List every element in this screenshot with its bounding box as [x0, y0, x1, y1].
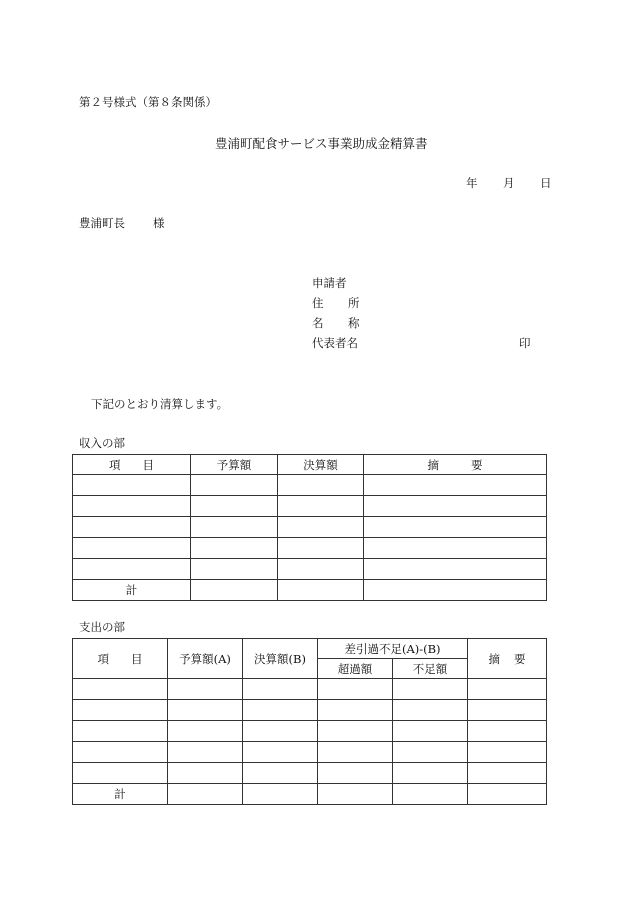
- income-total-remarks: [364, 580, 547, 601]
- income-table: [72, 454, 547, 601]
- expense-cell-budget: [168, 763, 243, 784]
- date-month-label: 月: [503, 176, 515, 190]
- expense-cell-excess: [318, 763, 393, 784]
- expense-cell-shortfall: [393, 700, 468, 721]
- income-table-row: [73, 517, 547, 538]
- income-cell-item: [73, 559, 191, 580]
- expense-cell-excess: [318, 700, 393, 721]
- income-header-remarks-part1: 摘: [427, 457, 439, 472]
- form-number: 第２号様式（第８条関係）: [79, 95, 217, 109]
- income-cell-remarks: [364, 517, 547, 538]
- expense-header-remarks-part2: 要: [514, 651, 526, 666]
- representative-label: 代表者名: [312, 336, 358, 350]
- expense-cell-shortfall: [393, 721, 468, 742]
- seal-mark: 印: [519, 336, 531, 350]
- expense-table: [72, 638, 547, 805]
- income-header-row: [73, 455, 547, 475]
- income-cell-settlement: [278, 538, 364, 559]
- expense-header-remarks: [468, 639, 547, 679]
- income-table-row: [73, 559, 547, 580]
- expense-cell-remarks: [468, 763, 547, 784]
- expense-cell-remarks: [468, 721, 547, 742]
- statement-text: 下記のとおり清算します。: [91, 397, 229, 411]
- income-cell-item: [73, 517, 191, 538]
- income-cell-settlement: [278, 517, 364, 538]
- expense-total-settlement: [243, 784, 318, 805]
- expense-cell-remarks: [468, 700, 547, 721]
- income-header-item-part1: 項: [109, 457, 121, 472]
- income-table-row: [73, 475, 547, 496]
- income-cell-settlement: [278, 496, 364, 517]
- income-cell-remarks: [364, 538, 547, 559]
- document-title: 豊浦町配食サービス事業助成金精算書: [215, 136, 428, 151]
- expense-cell-item: [73, 721, 168, 742]
- address-label-second: 所: [348, 296, 360, 310]
- addressee-honorific: 様: [153, 216, 165, 230]
- income-header-item: [73, 455, 191, 475]
- expense-cell-budget: [168, 679, 243, 700]
- expense-cell-budget: [168, 721, 243, 742]
- expense-cell-budget: [168, 700, 243, 721]
- date-day-label: 日: [540, 176, 552, 190]
- income-header-budget: 予算額: [191, 455, 278, 475]
- expense-table-row: [73, 721, 547, 742]
- income-cell-item: [73, 496, 191, 517]
- expense-cell-item: [73, 700, 168, 721]
- name-label-second: 称: [348, 316, 360, 330]
- income-header-remarks: [364, 455, 547, 475]
- income-cell-budget: [191, 517, 278, 538]
- expense-header-difference: 差引過不足(A)-(B): [318, 639, 468, 659]
- expense-cell-budget: [168, 742, 243, 763]
- income-total-budget: [191, 580, 278, 601]
- expense-total-row: [73, 784, 547, 805]
- expense-cell-settlement: [243, 742, 318, 763]
- expense-total-excess: [318, 784, 393, 805]
- income-total-row: [73, 580, 547, 601]
- income-cell-remarks: [364, 559, 547, 580]
- expense-cell-remarks: [468, 742, 547, 763]
- income-table-row: [73, 538, 547, 559]
- expense-cell-item: [73, 742, 168, 763]
- expense-cell-excess: [318, 721, 393, 742]
- income-total-settlement: [278, 580, 364, 601]
- expense-total-shortfall: [393, 784, 468, 805]
- expense-header-settlement: 決算額(B): [243, 639, 318, 679]
- expense-header-shortfall: 不足額: [393, 659, 468, 679]
- income-header-remarks-part2: 要: [471, 457, 483, 472]
- expense-table-row: [73, 700, 547, 721]
- expense-cell-remarks: [468, 679, 547, 700]
- address-label-first: 住: [312, 296, 324, 310]
- income-header-item-part2: 目: [142, 457, 154, 472]
- expense-header-item-part2: 目: [131, 651, 143, 666]
- expense-table-row: [73, 679, 547, 700]
- income-cell-remarks: [364, 475, 547, 496]
- expense-cell-settlement: [243, 721, 318, 742]
- expense-cell-shortfall: [393, 763, 468, 784]
- income-cell-budget: [191, 475, 278, 496]
- income-cell-settlement: [278, 559, 364, 580]
- expense-cell-excess: [318, 742, 393, 763]
- expense-cell-shortfall: [393, 679, 468, 700]
- expense-cell-excess: [318, 679, 393, 700]
- income-cell-budget: [191, 496, 278, 517]
- expense-header-budget: 予算額(A): [168, 639, 243, 679]
- expense-total-remarks: [468, 784, 547, 805]
- expense-section-title: 支出の部: [79, 620, 125, 634]
- income-cell-remarks: [364, 496, 547, 517]
- expense-cell-settlement: [243, 700, 318, 721]
- expense-cell-item: [73, 763, 168, 784]
- expense-total-label: 計: [73, 784, 168, 805]
- income-cell-budget: [191, 559, 278, 580]
- income-table-row: [73, 496, 547, 517]
- expense-table-row: [73, 763, 547, 784]
- expense-header-item: [73, 639, 168, 679]
- expense-header-row: [73, 639, 547, 659]
- expense-cell-settlement: [243, 679, 318, 700]
- expense-table-row: [73, 742, 547, 763]
- expense-header-excess: 超過額: [318, 659, 393, 679]
- expense-header-item-part1: 項: [97, 651, 109, 666]
- name-label-first: 名: [312, 316, 324, 330]
- income-cell-item: [73, 538, 191, 559]
- applicant-heading: 申請者: [312, 276, 347, 290]
- expense-cell-shortfall: [393, 742, 468, 763]
- income-header-settlement: 決算額: [278, 455, 364, 475]
- income-total-label: 計: [73, 580, 191, 601]
- income-cell-settlement: [278, 475, 364, 496]
- expense-cell-settlement: [243, 763, 318, 784]
- expense-cell-item: [73, 679, 168, 700]
- income-section-title: 収入の部: [79, 436, 125, 450]
- date-year-label: 年: [466, 176, 478, 190]
- addressee-name: 豊浦町長: [79, 216, 125, 230]
- income-cell-item: [73, 475, 191, 496]
- expense-header-remarks-part1: 摘: [488, 651, 500, 666]
- expense-total-budget: [168, 784, 243, 805]
- income-cell-budget: [191, 538, 278, 559]
